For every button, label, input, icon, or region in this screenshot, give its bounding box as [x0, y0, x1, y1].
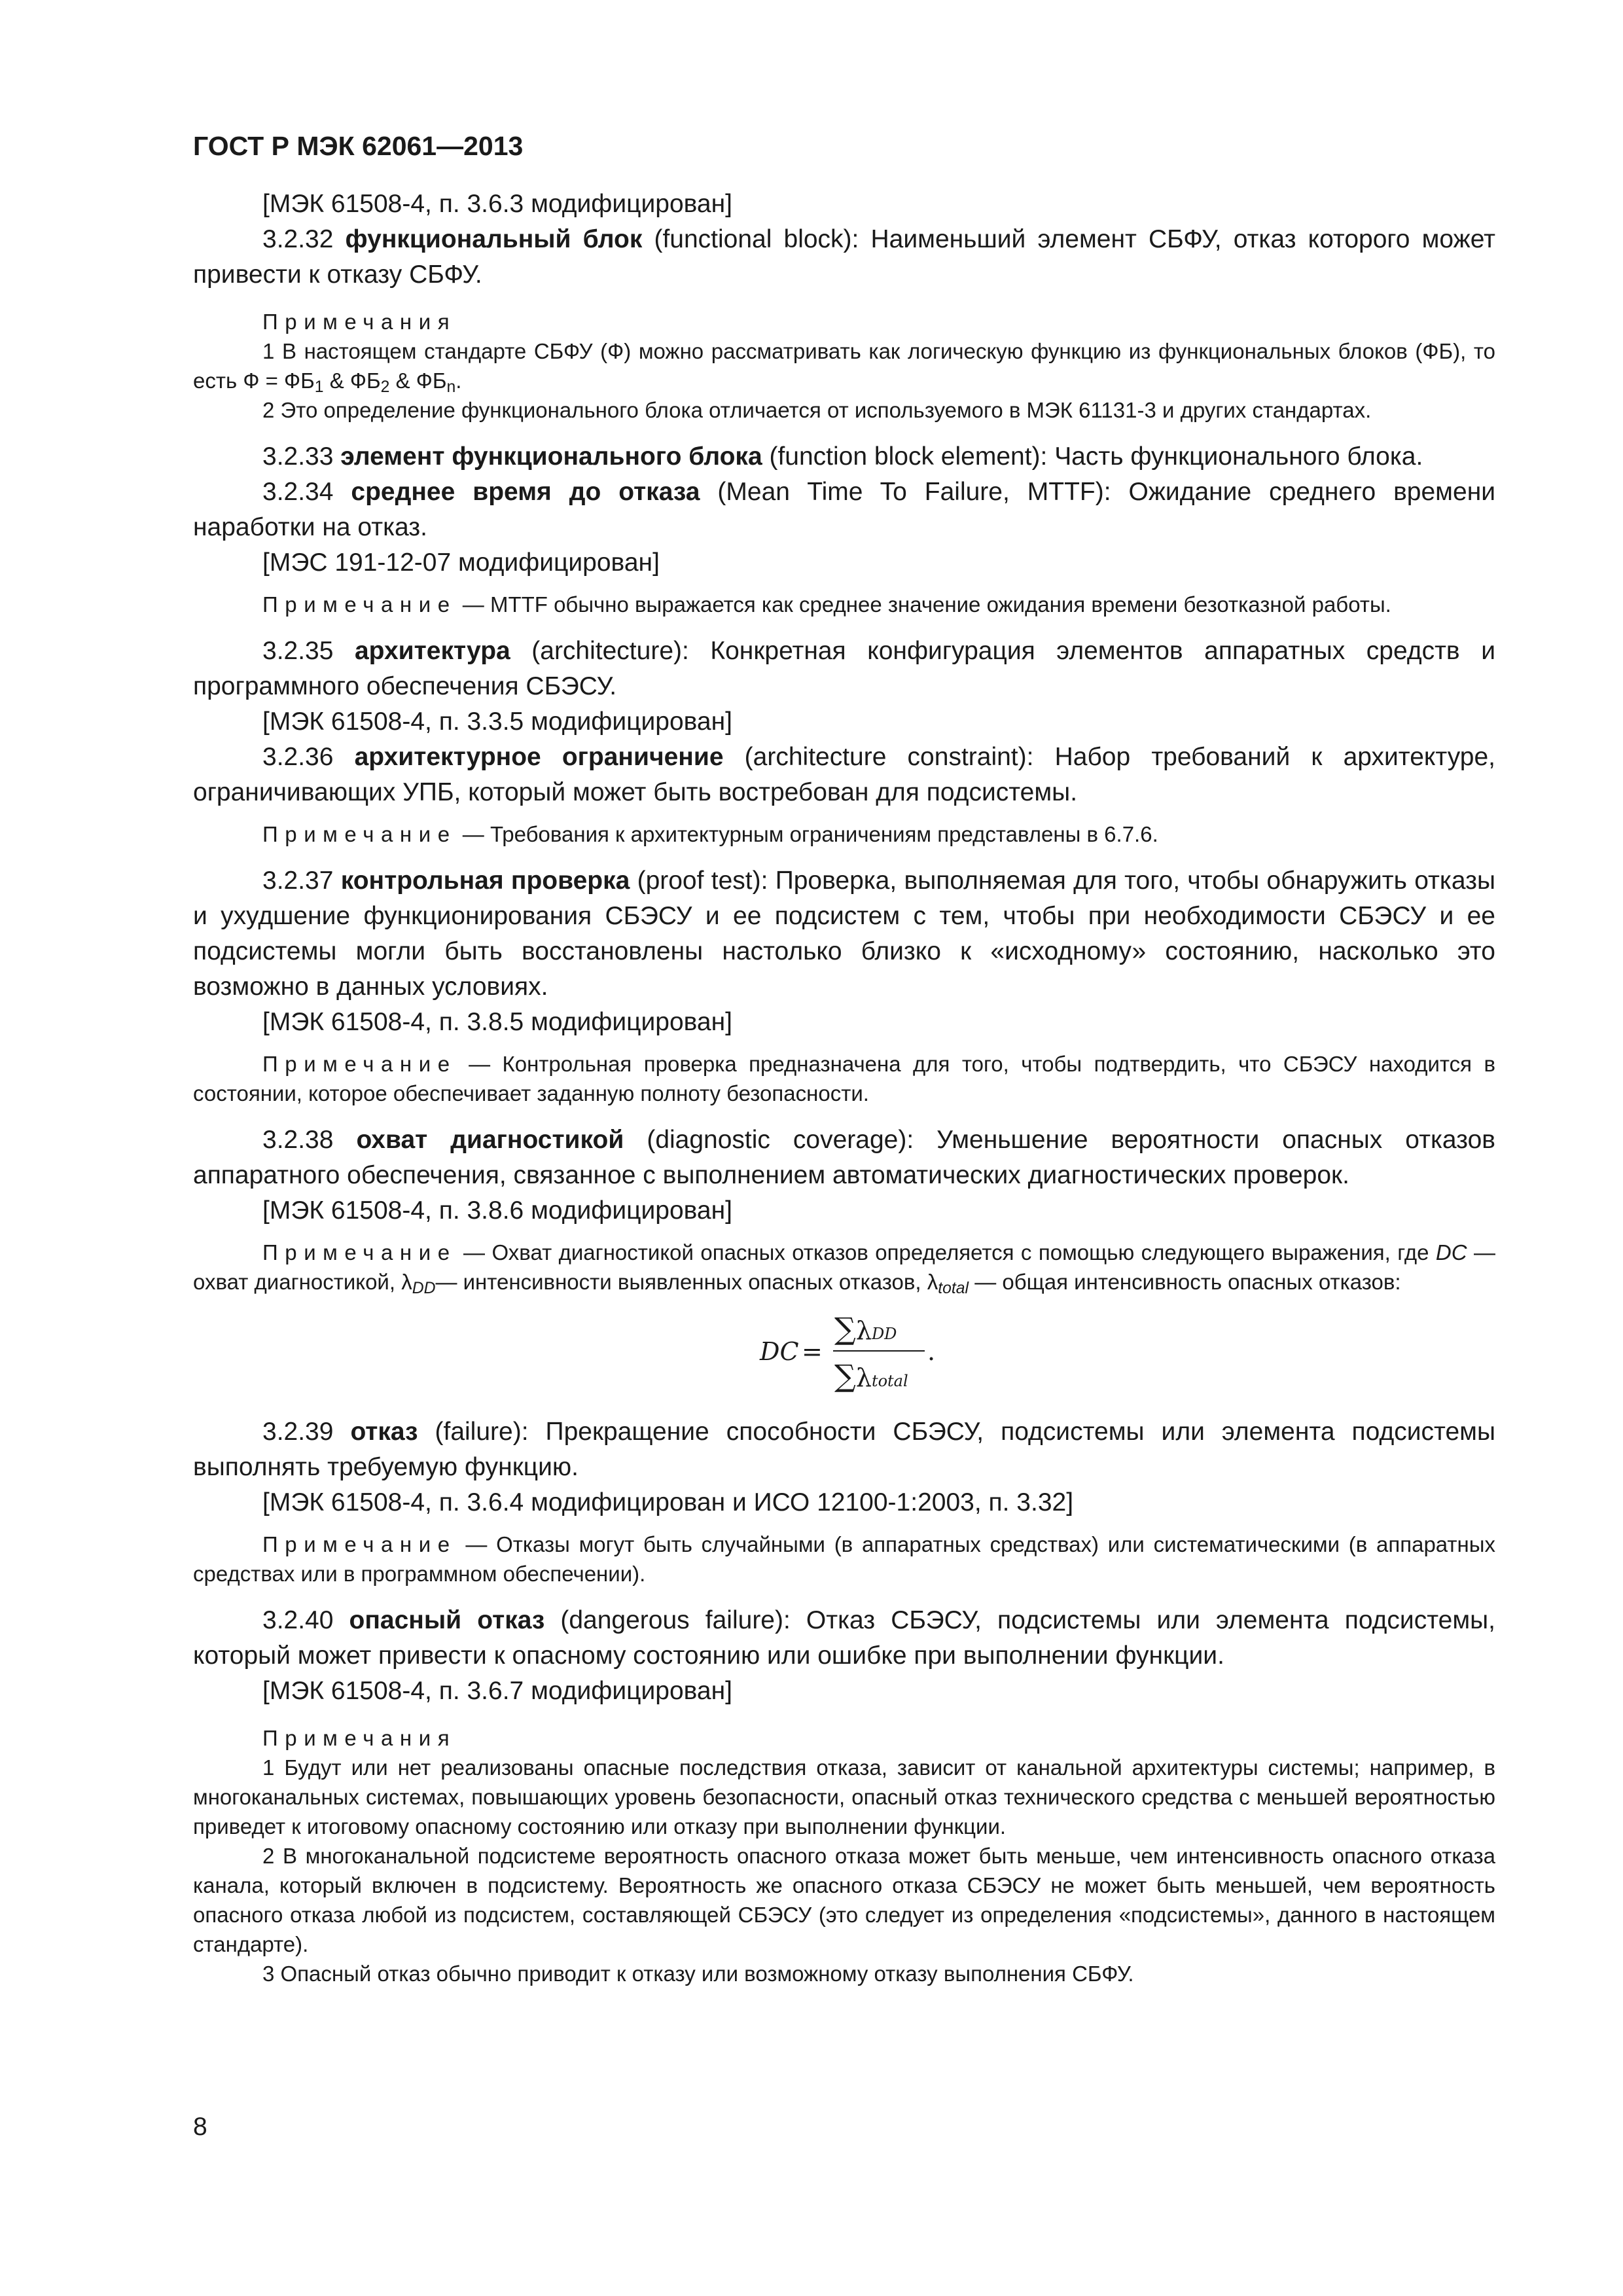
- page-number: 8: [193, 2113, 207, 2141]
- term-number: 3.2.37: [262, 867, 334, 895]
- note-label: Примечание: [262, 1240, 457, 1265]
- reference: [МЭК 61508-4, п. 3.6.7 модифицирован]: [262, 1677, 732, 1705]
- term-definition: (Mean Time To Failure, MTTF): Ожидание среднего времени наработки на отказ.: [193, 478, 1496, 541]
- reference: [МЭК 61508-4, п. 3.8.5 модифицирован]: [262, 1008, 732, 1036]
- sum-icon: ∑: [834, 1311, 856, 1346]
- note-item: 2 Это определение функционального блока отличается от используемого в МЭК 61131-3 и других стандартах.: [262, 398, 1372, 422]
- term-name: опасный отказ: [349, 1606, 545, 1634]
- term-definition: (functional block): Наименьший элемент СБФУ, отказ которого может привести к отказу СБФУ.: [193, 225, 1495, 289]
- term-number: 3.2.38: [262, 1126, 334, 1154]
- term-3-2-32: [193, 222, 1495, 293]
- term-3-2-38: [193, 1122, 1495, 1193]
- term-definition: (architecture constraint): Набор требований к архитектуре, ограничивающих УПБ, который может быть востребован для подсистемы.: [193, 743, 1495, 806]
- note: Примечание — Требования к архитектурным ограничениям представлены в 6.7.6.: [262, 822, 1158, 846]
- term-name: отказ: [350, 1418, 418, 1446]
- term-definition: (dangerous failure): Отказ СБЭСУ, подсистемы или элемента подсистемы, который может привести к опасному состоянию или ошибке при выполнении функции.: [193, 1606, 1495, 1670]
- term-name: архитектура: [354, 637, 510, 665]
- reference: [МЭС 191-12-07 модифицирован]: [262, 548, 660, 577]
- note-item: 1 Будут или нет реализованы опасные последствия отказа, зависит от канальной архитектуры системы; например, в многоканальных системах, повышающих уровень безопасности, опасный отказ технического средства с меньшей вероятностью приведет к итоговому опасному состоянию или отказу при выполнении функции.: [193, 1755, 1495, 1839]
- note-item: 2 В многоканальной подсистеме вероятность опасного отказа может быть меньше, чем интенсивность опасного отказа канала, который включен в подсистему. Вероятность же опасного отказа СБЭСУ не может быть меньшей, чем вероятность опасного отказа любой из подсистем, составляющей СБЭСУ (это следует из определения «подсистемы», данного в настоящем стандарте).: [193, 1844, 1495, 1956]
- dc-formula: [193, 1311, 1495, 1403]
- term-number: 3.2.36: [262, 743, 334, 771]
- term-number: 3.2.40: [262, 1606, 334, 1634]
- term-3-2-34: [193, 475, 1495, 545]
- page-content: [193, 128, 1495, 1988]
- reference: [МЭК 61508-4, п. 3.3.5 модифицирован]: [262, 708, 732, 736]
- term-3-2-37: [193, 863, 1495, 1005]
- term-number: 3.2.39: [262, 1418, 334, 1446]
- term-3-2-40: [193, 1603, 1495, 1674]
- formula-period: .: [927, 1337, 936, 1366]
- note-label: Примечание: [262, 592, 457, 617]
- note: Примечание — Охват диагностикой опасных отказов определяется с помощью следующего выражения, где DC — охват диагностикой, $\lambda_{DD}—$ интенсивности выявленных опасных отказов, $\lambda_{total}$ — общая интенсивность опасных отказов:: [193, 1240, 1495, 1298]
- notes-heading: Примечания: [262, 1726, 457, 1750]
- term-number: 3.2.33: [262, 442, 334, 471]
- formula-lhs: DC: [760, 1337, 799, 1366]
- note: Примечание — Контрольная проверка предназначена для того, чтобы подтвердить, что СБЭСУ находится в состоянии, которое обеспечивает заданную полноту безопасности.: [193, 1052, 1496, 1105]
- term-definition: (architecture): Конкретная конфигурация элементов аппаратных средств и программного обеспечения СБЭСУ.: [193, 637, 1495, 700]
- note-label: Примечание: [262, 1532, 457, 1556]
- term-name: элемент функционального блока: [340, 442, 762, 471]
- term-3-2-36: [193, 740, 1495, 810]
- term-3-2-33: [193, 439, 1495, 475]
- term-name: среднее время до отказа: [351, 478, 700, 506]
- notes-heading: Примечания: [262, 310, 457, 334]
- term-definition: (function block element): Часть функционального блока.: [769, 442, 1423, 471]
- fraction-bar: [833, 1350, 925, 1352]
- note-label: Примечание: [262, 822, 457, 846]
- term-definition: (failure): Прекращение способности СБЭСУ, подсистемы или элемента подсистемы выполнять требуемую функцию.: [193, 1418, 1495, 1481]
- term-definition: (diagnostic coverage): Уменьшение вероятности опасных отказов аппаратного обеспечения, связанное с выполнением автоматических диагностических проверок.: [193, 1126, 1496, 1189]
- reference: [МЭК 61508-4, п. 3.6.3 модифицирован]: [262, 190, 732, 218]
- reference: [МЭК 61508-4, п. 3.8.6 модифицирован]: [262, 1196, 732, 1225]
- standard-header: ГОСТ Р МЭК 62061—2013: [193, 131, 524, 161]
- reference: [МЭК 61508-4, п. 3.6.4 модифицирован и ИСО 12100-1:2003, п. 3.32]: [262, 1488, 1074, 1516]
- term-name: контрольная проверка: [340, 867, 630, 895]
- term-number: 3.2.34: [262, 478, 334, 506]
- formula-denominator: ∑λtotal: [834, 1358, 908, 1393]
- formula-numerator: ∑λDD: [834, 1311, 897, 1346]
- note-label: Примечание: [262, 1052, 457, 1076]
- term-number: 3.2.32: [262, 225, 334, 253]
- term-name: архитектурное ограничение: [354, 743, 724, 771]
- sum-icon: ∑: [834, 1358, 856, 1393]
- term-definition: (proof test): Проверка, выполняемая для того, чтобы обнаружить отказы и ухудшение функционирования СБЭСУ и ее подсистем с тем, чтобы при необходимости СБЭСУ и ее подсистемы могли быть восстановлены настолько близко к «исходному» состоянию, насколько это возможно в данных условиях.: [193, 867, 1495, 1001]
- note-item: 1 В настоящем стандарте СБФУ (Ф) можно рассматривать как логическую функцию из функциональных блоков (ФБ), то есть $Ф = ФБ_1$ & $ФБ_2$ & $ФБ_n$.: [193, 339, 1495, 397]
- term-3-2-35: [193, 634, 1495, 704]
- formula-equals: =: [802, 1337, 823, 1366]
- term-name: охват диагностикой: [356, 1126, 624, 1154]
- term-number: 3.2.35: [262, 637, 334, 665]
- term-name: функциональный блок: [345, 225, 643, 253]
- note-item: 3 Опасный отказ обычно приводит к отказу или возможному отказу выполнения СБФУ.: [262, 1962, 1134, 1986]
- term-3-2-39: [193, 1414, 1495, 1485]
- note: Примечание — MTTF обычно выражается как среднее значение ожидания времени безотказной работы.: [262, 592, 1391, 617]
- note: Примечание — Отказы могут быть случайными (в аппаратных средствах) или систематическими (в аппаратных средствах или в программном обеспечении).: [193, 1532, 1495, 1586]
